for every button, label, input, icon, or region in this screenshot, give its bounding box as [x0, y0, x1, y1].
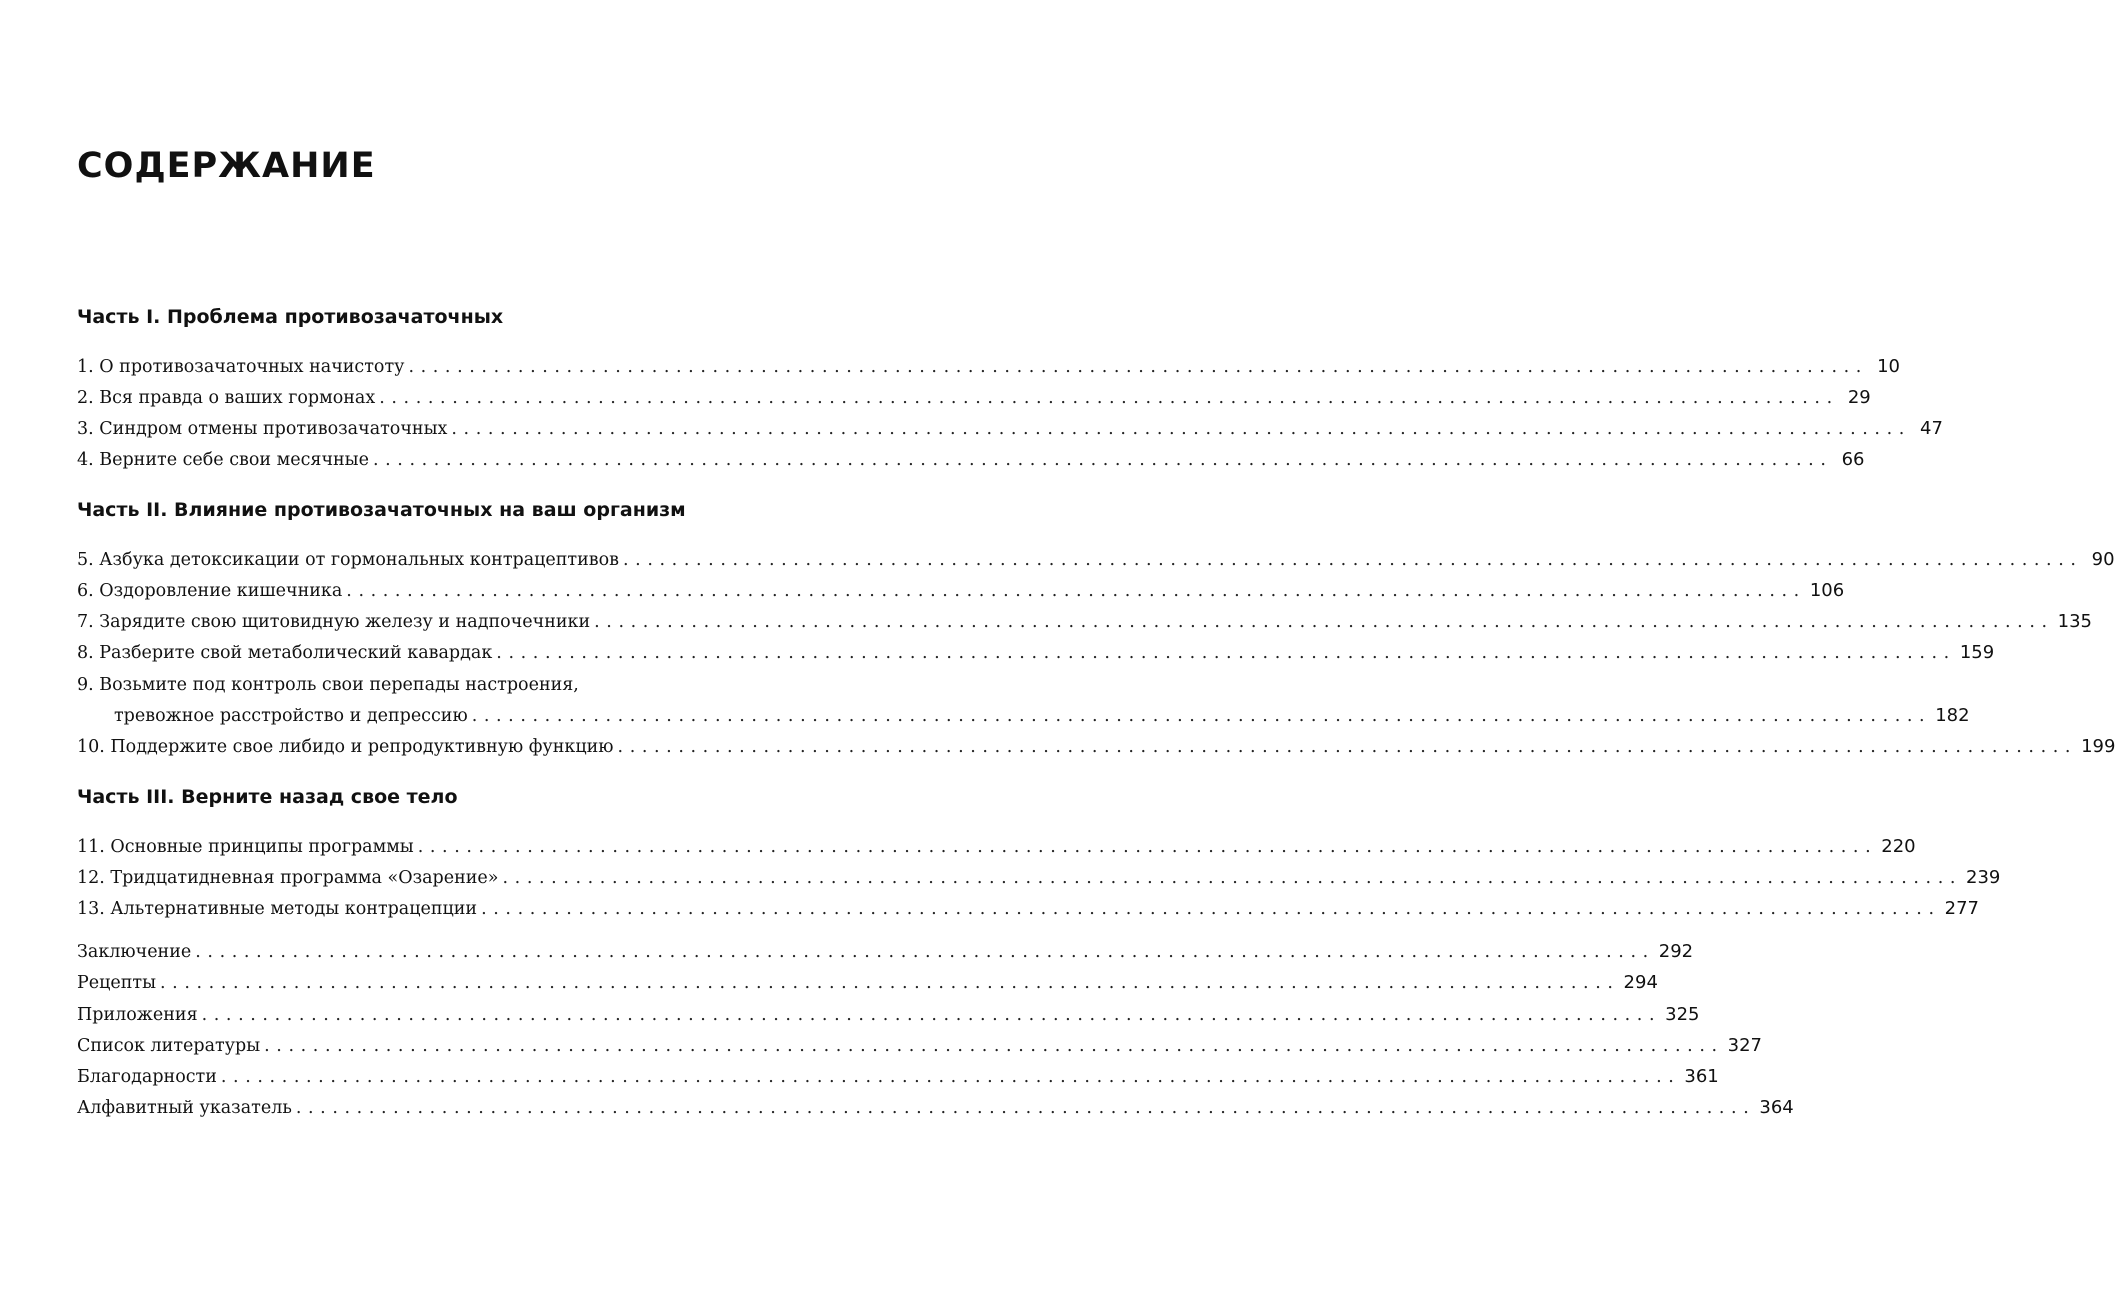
dot-leader: ........................................................................................................................ — [502, 868, 1963, 888]
toc-entry[interactable] — [77, 1095, 1794, 1121]
toc-entry[interactable] — [77, 416, 1943, 442]
chapter-title[interactable]: 9. Возьмите под контроль свои перепады настроения, — [77, 675, 579, 695]
chapter-title: 2. Вся правда о ваших гормонах — [77, 388, 376, 408]
page-number: 361 — [1684, 1066, 1719, 1087]
dot-leader: ........................................................................................................................ — [594, 612, 2054, 632]
dot-leader: ........................................................................................................................ — [220, 1067, 1681, 1087]
toc-entry[interactable] — [77, 834, 1916, 860]
toc-entry[interactable] — [77, 939, 1694, 965]
section-title: Список литературы — [77, 1036, 261, 1056]
section-title: Заключение — [77, 942, 192, 962]
dot-leader: ........................................................................................................................ — [623, 550, 2083, 570]
page-number: 294 — [1623, 972, 1658, 993]
chapter-title: 1. О противозачаточных начистоту — [77, 357, 405, 377]
toc-entry[interactable] — [77, 640, 1995, 666]
chapter-title: 4. Верните себе свои месячные — [77, 450, 369, 470]
section-title: Благодарности — [77, 1067, 217, 1087]
dot-leader: ........................................................................................................................ — [417, 837, 1878, 857]
page-number: 106 — [1809, 580, 1845, 601]
chapter-title: 13. Альтернативные методы контрацепции — [77, 899, 478, 919]
part-heading: Часть I. Проблема противозачаточных — [77, 306, 504, 328]
page-number: 10 — [1877, 356, 1900, 377]
chapter-title: 7. Зарядите свою щитовидную железу и надпочечники — [77, 612, 591, 632]
dot-leader: ........................................................................................................................ — [471, 706, 1932, 726]
page-number: 199 — [2081, 736, 2115, 757]
dot-leader: ........................................................................................................................ — [496, 643, 1956, 663]
dot-leader: ........................................................................................................................ — [481, 899, 1941, 919]
toc-entry[interactable] — [77, 547, 2115, 573]
page-number: 135 — [2057, 611, 2093, 632]
toc-entry[interactable] — [77, 734, 2115, 760]
toc-entry[interactable] — [77, 385, 1871, 411]
chapter-title: 12. Тридцатидневная программа «Озарение» — [77, 868, 499, 888]
chapter-title: 10. Поддержите свое либидо и репродуктивную функцию — [77, 737, 614, 757]
section-title: Приложения — [77, 1005, 198, 1025]
dot-leader: ........................................................................................................................ — [195, 942, 1655, 962]
dot-leader: ........................................................................................................................ — [408, 357, 1868, 377]
toc-entry[interactable] — [77, 896, 1979, 922]
page-number: 90 — [2091, 549, 2115, 570]
page-number: 159 — [1959, 642, 1995, 663]
toc-entry[interactable] — [77, 703, 1970, 729]
page-title: СОДЕРЖАНИЕ — [77, 146, 376, 186]
dot-leader: ........................................................................................................................ — [201, 1005, 1662, 1025]
page-number: 327 — [1727, 1035, 1763, 1056]
page-number: 29 — [1847, 387, 1871, 408]
toc-entry[interactable] — [77, 1033, 1763, 1059]
dot-leader: ........................................................................................................................ — [451, 419, 1911, 439]
page-number: 182 — [1935, 705, 1970, 726]
toc-entry[interactable] — [77, 1064, 1719, 1090]
chapter-title: 8. Разберите свой метаболический кавардак — [77, 643, 493, 663]
dot-leader: ........................................................................................................................ — [264, 1036, 1724, 1056]
dot-leader: ........................................................................................................................ — [372, 450, 1833, 470]
page-number: 47 — [1920, 418, 1943, 439]
dot-leader: ........................................................................................................................ — [379, 388, 1839, 408]
toc-entry[interactable] — [77, 354, 1900, 380]
part-heading: Часть II. Влияние противозачаточных на ваш организм — [77, 499, 686, 521]
dot-leader: ........................................................................................................................ — [346, 581, 1806, 601]
part-heading: Часть III. Верните назад свое тело — [77, 786, 458, 808]
section-title: Алфавитный указатель — [77, 1098, 292, 1118]
page-number: 364 — [1759, 1097, 1794, 1118]
dot-leader: ........................................................................................................................ — [617, 737, 2078, 757]
toc-entry[interactable] — [77, 609, 2093, 635]
toc-entry[interactable] — [77, 447, 1865, 473]
chapter-title: 6. Оздоровление кишечника — [77, 581, 343, 601]
toc-entry[interactable] — [77, 1002, 1700, 1028]
toc-entry[interactable] — [77, 970, 1658, 996]
section-title: Рецепты — [77, 973, 157, 993]
page-number: 239 — [1966, 867, 2001, 888]
toc-entry[interactable] — [77, 578, 1845, 604]
chapter-title: 11. Основные принципы программы — [77, 837, 414, 857]
dot-leader: ........................................................................................................................ — [295, 1098, 1756, 1118]
page-number: 292 — [1658, 941, 1694, 962]
dot-leader: ........................................................................................................................ — [160, 973, 1620, 993]
page-number: 66 — [1841, 449, 1865, 470]
toc-entry[interactable] — [77, 865, 2001, 891]
page-number: 325 — [1665, 1004, 1700, 1025]
chapter-title: 3. Синдром отмены противозачаточных — [77, 419, 448, 439]
chapter-title-continued: тревожное расстройство и депрессию — [114, 706, 468, 726]
page-number: 220 — [1881, 836, 1916, 857]
chapter-title: 5. Азбука детоксикации от гормональных контрацептивов — [77, 550, 620, 570]
page-number: 277 — [1944, 898, 1979, 919]
